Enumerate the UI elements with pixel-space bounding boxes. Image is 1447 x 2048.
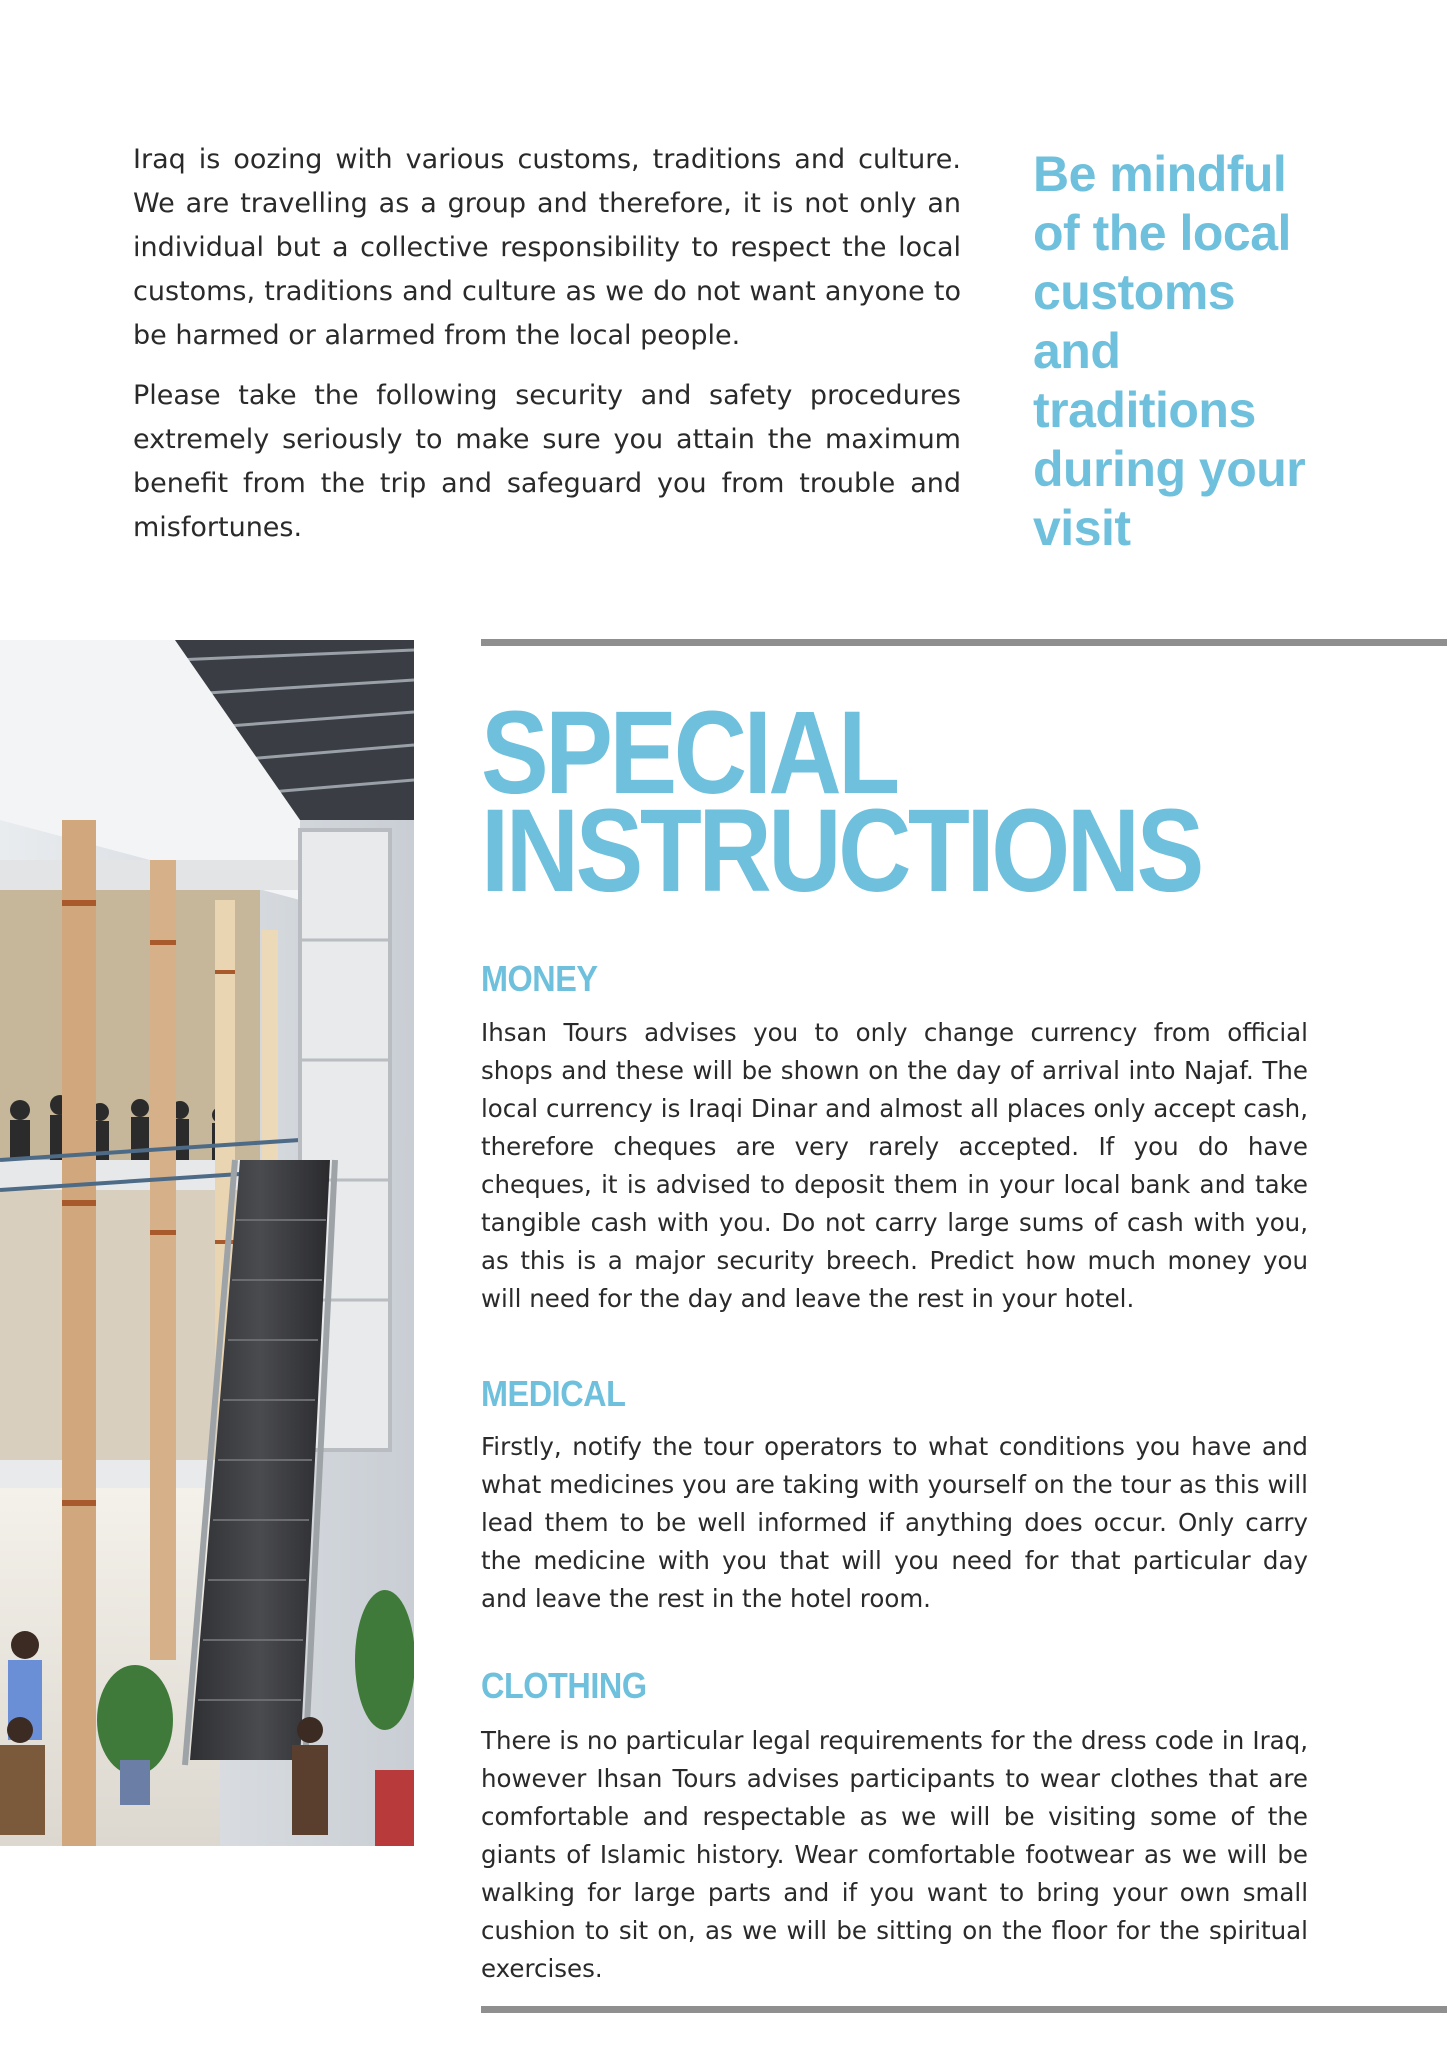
page-title <box>481 687 1289 917</box>
section-body-money: Ihsan Tours advises you to only change currency from official shops and these will be shown on the day of arrival into Najaf. The local currency is Iraqi Dinar and almost all places only accept cash, therefore cheques are very rarely accepted. If you do have cheques, it is advised to deposit them in your local bank and take tangible cash with you. Do not carry large sums of cash with you, as this is a major security breech. Predict how much money you will need for the day and leave the rest in your hotel. <box>481 1018 1308 1313</box>
top-divider-rule <box>481 639 1447 646</box>
intro-paragraph: Iraq is oozing with various customs, traditions and culture. We are travelling as a group and therefore, it is not only an individual but a collective responsibility to respect the local customs, traditions and culture as we do not want anyone to be harmed or alarmed from the local people. <box>133 144 961 351</box>
section-heading-money: MONEY <box>481 958 598 999</box>
page-title-line: INSTRUCTIONS <box>481 785 1201 917</box>
page-title-line: SPECIAL <box>481 687 897 819</box>
intro-paragraph: Please take the following security and safety procedures extremely seriously to make sure you attain the maximum benefit from the trip and safeguard you from trouble and misfortunes. <box>133 380 961 543</box>
bottom-divider-rule <box>481 2006 1447 2013</box>
section-body-medical: Firstly, notify the tour operators to what conditions you have and what medicines you are taking with yourself on the tour as this will lead them to be well informed if anything does occur. Only carry the medicine with you that will you need for that particular day and leave the rest in the hotel room. <box>481 1432 1308 1613</box>
section-heading-medical: MEDICAL <box>481 1373 626 1414</box>
pullquote: Be mindful of the local customs and traditions during your visit <box>1033 146 1306 556</box>
section-heading-clothing: CLOTHING <box>481 1665 647 1706</box>
section-body-clothing: There is no particular legal requirements for the dress code in Iraq, however Ihsan Tours advises participants to wear clothes that are comfortable and respectable as we will be visiting some of the giants of Islamic history. Wear comfortable footwear as we will be walking for large parts and if you want to bring your own small cushion to sit on, as we will be sitting on the floor for the spiritual exercises. <box>481 1726 1308 1983</box>
intro-text <box>133 138 961 566</box>
shopping-mall-escalator-photo <box>0 640 414 1846</box>
